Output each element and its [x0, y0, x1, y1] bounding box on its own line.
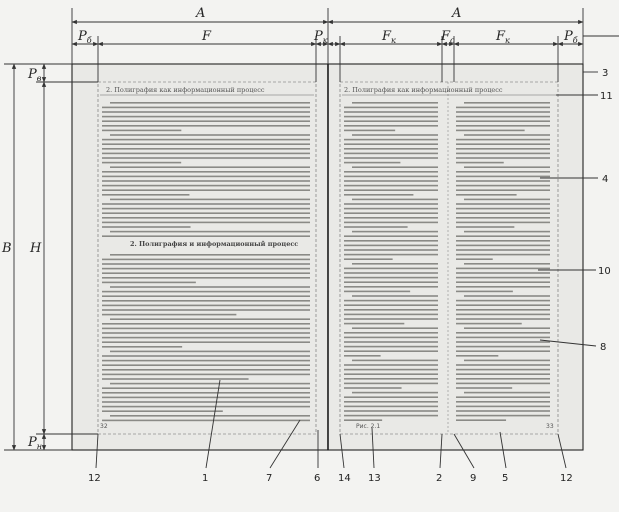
text-line: [102, 323, 310, 325]
text-line: [456, 355, 498, 357]
text-line: [102, 341, 310, 343]
text-line: [344, 139, 438, 141]
dim-F-k-right: $F_к$: [496, 29, 510, 45]
text-line: [344, 153, 438, 155]
text-line: [344, 304, 438, 306]
text-line: [102, 222, 310, 224]
text-line: [464, 102, 550, 104]
text-line: [456, 171, 550, 173]
text-line: [456, 272, 550, 274]
text-line: [456, 254, 550, 256]
text-line: [352, 134, 438, 136]
text-line: [344, 286, 438, 288]
text-line: [102, 148, 310, 150]
text-line: [456, 235, 550, 237]
left-section-title: 2. Полиграфия и информационный процесс: [130, 240, 299, 248]
text-line: [102, 125, 310, 127]
callout-2: 2: [436, 473, 443, 484]
text-line: [110, 166, 310, 168]
text-line: [344, 268, 438, 270]
text-line: [102, 406, 310, 408]
text-line: [102, 300, 310, 302]
text-line: [456, 148, 550, 150]
text-line: [102, 171, 310, 173]
text-line: [102, 392, 310, 394]
text-line: [102, 226, 191, 228]
text-line: [344, 291, 410, 293]
text-line: [102, 139, 310, 141]
callout-10: 10: [598, 266, 611, 277]
text-line: [102, 272, 310, 274]
text-line: [464, 134, 550, 136]
text-line: [456, 373, 550, 375]
text-line: [456, 318, 550, 320]
text-line: [352, 166, 438, 168]
text-line: [102, 282, 196, 284]
text-line: [456, 314, 550, 316]
text-line: [464, 166, 550, 168]
text-line: [456, 291, 513, 293]
left-running-head: 2. Полиграфия как информационный процесс: [106, 86, 265, 94]
text-line: [456, 189, 550, 191]
text-line: [456, 180, 550, 182]
text-line: [456, 268, 550, 270]
text-line: [352, 360, 438, 362]
text-line: [344, 157, 438, 159]
text-line: [344, 415, 438, 417]
text-line: [102, 143, 310, 145]
text-line: [102, 268, 310, 270]
left-folio: 32: [100, 423, 108, 430]
text-line: [102, 387, 310, 389]
text-line: [102, 212, 310, 214]
text-line: [344, 281, 438, 283]
dim-F: F: [202, 29, 212, 44]
text-line: [102, 111, 310, 113]
text-line: [344, 410, 438, 412]
callout-3: 3: [602, 68, 609, 79]
text-line: [344, 323, 404, 325]
text-line: [344, 107, 438, 109]
text-line: [456, 346, 550, 348]
text-line: [456, 162, 504, 164]
dim-P-k-left: $P_к$: [314, 29, 328, 45]
dim-A-left: A: [196, 6, 206, 21]
text-line: [456, 383, 550, 385]
text-line: [344, 341, 438, 343]
dim-P-n: $P_н$: [28, 435, 43, 451]
right-running-head: 2. Полиграфия как информационный процесс: [344, 86, 503, 94]
callout-14: 14: [338, 473, 351, 484]
text-line: [456, 309, 550, 311]
text-line: [456, 406, 550, 408]
text-line: [456, 258, 493, 260]
text-line: [456, 153, 550, 155]
text-line: [344, 143, 438, 145]
text-line: [110, 351, 310, 353]
text-line: [344, 203, 438, 205]
text-line: [344, 258, 393, 260]
text-line: [344, 387, 402, 389]
text-line: [102, 263, 310, 265]
text-line: [344, 318, 438, 320]
dim-F-c: $F_с$: [441, 29, 455, 45]
text-line: [344, 314, 438, 316]
text-line: [344, 120, 438, 122]
text-line: [352, 199, 438, 201]
text-line: [344, 185, 438, 187]
text-line: [102, 277, 310, 279]
text-line: [464, 231, 550, 233]
text-line: [344, 235, 438, 237]
callout-8: 8: [600, 342, 607, 353]
right-folio: 33: [546, 423, 554, 430]
text-line: [456, 419, 506, 421]
callout-11: 11: [600, 91, 613, 102]
text-line: [110, 231, 310, 233]
dim-F-k-left: $F_к$: [382, 29, 396, 45]
dim-P-b-left: $P_б$: [78, 29, 92, 45]
text-line: [456, 286, 550, 288]
text-line: [344, 245, 438, 247]
text-line: [102, 189, 310, 191]
text-line: [110, 134, 310, 136]
text-line: [344, 332, 438, 334]
text-line: [464, 295, 550, 297]
text-line: [110, 415, 310, 417]
text-line: [344, 171, 438, 173]
text-line: [464, 392, 550, 394]
text-line: [102, 203, 310, 205]
text-line: [102, 374, 310, 376]
text-line: [110, 383, 310, 385]
text-line: [344, 222, 438, 224]
text-line: [456, 185, 550, 187]
text-line: [102, 235, 310, 237]
text-line: [102, 176, 310, 178]
text-line: [110, 254, 310, 256]
text-line: [102, 120, 310, 122]
text-line: [344, 130, 395, 132]
text-line: [352, 263, 438, 265]
callout-5: 5: [502, 473, 509, 484]
text-line: [102, 410, 223, 412]
text-line: [102, 355, 310, 357]
text-line: [102, 337, 310, 339]
text-line: [102, 291, 310, 293]
text-line: [102, 305, 310, 307]
text-line: [344, 240, 438, 242]
text-line: [344, 111, 438, 113]
text-line: [456, 120, 550, 122]
text-line: [344, 272, 438, 274]
text-line: [344, 396, 438, 398]
text-line: [464, 263, 550, 265]
callout-9: 9: [470, 473, 477, 484]
text-line: [456, 212, 550, 214]
callout-12-left: 12: [88, 473, 101, 484]
callout-13: 13: [368, 473, 381, 484]
text-line: [344, 337, 438, 339]
text-line: [344, 217, 438, 219]
text-line: [344, 254, 438, 256]
text-line: [344, 383, 438, 385]
text-line: [344, 249, 438, 251]
dim-A-right: A: [452, 6, 462, 21]
text-line: [102, 116, 310, 118]
text-line: [102, 364, 310, 366]
text-line: [456, 226, 514, 228]
text-line: [352, 231, 438, 233]
text-line: [102, 332, 310, 334]
callout-4: 4: [602, 174, 609, 185]
text-line: [102, 130, 181, 132]
text-line: [102, 153, 310, 155]
right-caption-folio: Рис. 2.1: [356, 423, 381, 430]
text-line: [102, 162, 181, 164]
text-line: [456, 125, 550, 127]
text-line: [464, 199, 550, 201]
text-line: [102, 309, 310, 311]
text-line: [456, 245, 550, 247]
text-line: [344, 309, 438, 311]
dim-B: B: [2, 241, 12, 256]
text-line: [102, 360, 310, 362]
text-line: [102, 378, 249, 380]
text-line: [456, 194, 517, 196]
text-line: [344, 364, 438, 366]
text-line: [456, 217, 550, 219]
text-line: [456, 332, 550, 334]
dim-H: H: [30, 241, 42, 256]
text-line: [456, 203, 550, 205]
text-line: [352, 392, 438, 394]
text-line: [102, 259, 310, 261]
text-line: [110, 199, 310, 201]
text-line: [456, 341, 550, 343]
text-line: [344, 226, 408, 228]
text-line: [102, 369, 310, 371]
text-line: [102, 208, 310, 210]
text-line: [344, 355, 381, 357]
text-line: [102, 328, 310, 330]
text-line: [102, 157, 310, 159]
text-line: [344, 176, 438, 178]
text-line: [456, 107, 550, 109]
text-line: [344, 419, 382, 421]
text-line: [456, 130, 525, 132]
text-line: [344, 406, 438, 408]
callout-12-right: 12: [560, 473, 573, 484]
text-line: [344, 350, 438, 352]
text-line: [456, 249, 550, 251]
text-line: [344, 300, 438, 302]
text-line: [456, 300, 550, 302]
text-line: [102, 397, 310, 399]
text-line: [456, 277, 550, 279]
text-line: [464, 360, 550, 362]
text-line: [102, 194, 189, 196]
dim-P-b-right: $P_б$: [564, 29, 578, 45]
text-line: [344, 116, 438, 118]
text-line: [344, 189, 438, 191]
text-line: [352, 295, 438, 297]
text-line: [344, 148, 438, 150]
text-line: [344, 212, 438, 214]
text-line: [102, 295, 310, 297]
text-line: [110, 102, 310, 104]
text-line: [352, 327, 438, 329]
text-line: [456, 208, 550, 210]
text-line: [344, 194, 413, 196]
text-line: [456, 176, 550, 178]
text-line: [102, 217, 310, 219]
text-line: [344, 346, 438, 348]
text-line: [344, 125, 438, 127]
text-line: [110, 286, 310, 288]
text-line: [456, 116, 550, 118]
text-line: [456, 410, 550, 412]
text-line: [456, 281, 550, 283]
text-line: [102, 180, 310, 182]
text-line: [456, 139, 550, 141]
text-line: [456, 364, 550, 366]
text-line: [344, 162, 400, 164]
text-line: [102, 314, 236, 316]
text-line: [456, 350, 550, 352]
text-line: [344, 277, 438, 279]
text-line: [456, 337, 550, 339]
text-line: [456, 369, 550, 371]
text-line: [456, 157, 550, 159]
text-line: [456, 378, 550, 380]
text-line: [344, 373, 438, 375]
text-line: [102, 185, 310, 187]
text-line: [352, 102, 438, 104]
callout-7: 7: [266, 473, 273, 484]
text-line: [344, 180, 438, 182]
text-line: [102, 107, 310, 109]
text-line: [344, 378, 438, 380]
text-line: [456, 304, 550, 306]
text-line: [456, 222, 550, 224]
callout-6: 6: [314, 473, 321, 484]
text-line: [102, 420, 310, 422]
text-line: [110, 318, 310, 320]
text-line: [102, 401, 310, 403]
text-line: [456, 323, 522, 325]
text-line: [456, 401, 550, 403]
text-line: [102, 346, 182, 348]
text-line: [344, 369, 438, 371]
text-line: [456, 143, 550, 145]
text-line: [456, 387, 512, 389]
text-line: [456, 240, 550, 242]
text-line: [456, 111, 550, 113]
text-line: [344, 208, 438, 210]
text-line: [344, 401, 438, 403]
dim-P-v: $P_в$: [28, 67, 42, 83]
text-line: [456, 396, 550, 398]
text-line: [456, 415, 550, 417]
callout-1: 1: [202, 473, 209, 484]
text-line: [464, 327, 550, 329]
